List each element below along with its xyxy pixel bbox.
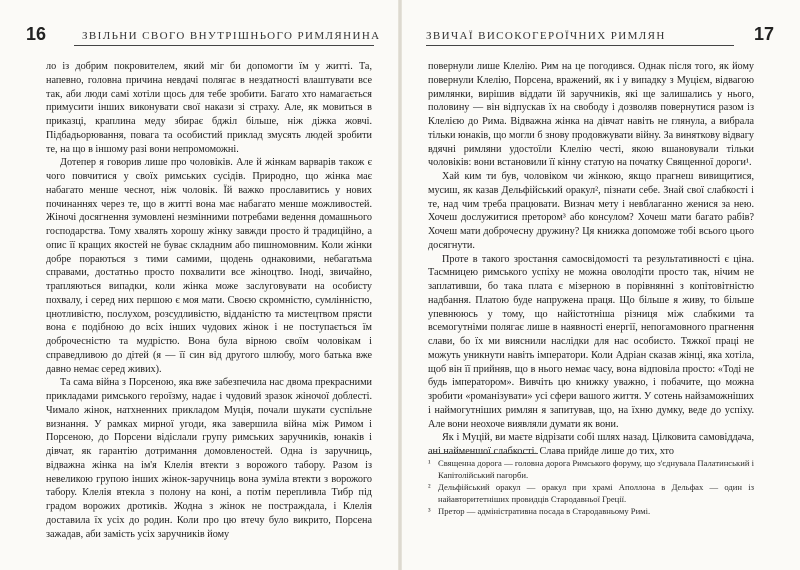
right-page-number: 17 [753, 24, 774, 44]
paragraph: ло із добрим покровителем, який міг би допомогти їм у житті. Та, напевно, головна причина невдачі полягає в нездатності влаштувати все так, аби люди самі хотіли щось для тебе зробити. Багато хто намагається примусити інших виконувати свої накази зі страху. Але, як мовиться в приказці, краплина меду збирає бджіл більше, ніж діжка жовчі. Підбадьорювання, повага та особистий приклад змусять людей зробити те, на що в іншому разі вони непромоможні. [46, 61, 372, 155]
paragraph: Проте в такого зростання самосвідомості та результативності є ціна. Тасмницею римського успіху не можна оволодіти просто так, нічим не заплативши, бо така плата є мізерною в порівнянні з копітовітністю надбання. Платою буде напружена праця. Що більше я живу, то більше упевнююсь у тому, що найістотніша різниця між слабкими та всемогутніми полягає лише в наявності енергії, непогамовного прагнення слави, бо їх ми вияснили наслідки для нас особисто. Тяжкої праці не можуть уникнути навіть імператори. Коли Адріан сказав жінці, яка хотіла, щоб він її прийняв, що в нього немає часу, вона відповіла просто: «Тоді не будь імператором». Вивчіть цю книжку уважно, і побачите, що можна зробити «романізувати» усі сфери вашого життя. У сотень найзаможніших і наймогутніших римлян я запитував, що, на їхню думку, веде до успіху. Але вони неохоче виявляли думати як вони. [428, 253, 754, 430]
paragraph: Та сама війна з Порсеною, яка вже забезпечила нас двома прекрасними прикладами римського героїзму, надає і чудовий зразок жіночої доблесті. Чимало жінок, натхненних прикладом Муція, почали шукати суспільне визнання. У рамках мирної угоди, яка завершила війна між Римом і Порсеною, до Порсени відіслали групу римських заручників, юнаків і дівчат, як гарантію дотримання домовленостей. Одна із заручниць, відважна жінка на ім'я Клелія втекти з ворожого табору. Разом із невеликою групою інших жінок-заручниць вона зуміла втекти з ворожого табору. Клелія втекла з полону на коні, а потім перепливла Тибр під градом ворожих дротиків. Жодна з жінок не постраждала, і Клелія доставила їх усіх до родин. Коли про цю втечу було викрито, Порсена зажадав, аби замість усіх заручників йому [46, 377, 372, 540]
footnote [428, 506, 754, 518]
left-page-number: 16 [26, 24, 47, 44]
right-page [400, 0, 800, 570]
left-header [26, 24, 381, 50]
right-header-rule [426, 45, 734, 46]
paragraph: Як і Муцій, ви маєте відрізати собі шлях назад. Цілковита самовіддача, ані найменшої слабкості. Слава прийде лише до тих, хто [428, 432, 754, 457]
footnote-mark: ¹ [428, 458, 431, 468]
footnotes [428, 458, 754, 519]
paragraph: повернули лише Клелію. Рим на це погодився. Однак після того, як йому повернули Клелію, Порсена, вражений, як і у випадку з Муцієм, відвагою римлянки, вирішив віддати їй заручників, які ще залишались у нього, половину — він відпускав їх на свободу і дозволяв повернутися разом із Клелією до Рима. Відважна жінка на дівчат навіть не глянула, а вибрала тільки юнаків, що могли б знову продовжувати війну. За винятковy відвагу вдячні римляни удостоїли Клелію честі, якою вшановували тільки чоловіків: вони встановили її кінну статую на початку Священної дороги¹. [428, 61, 754, 169]
paragraph: Дотепер я говорив лише про чоловіків. Але й жінкам варварів також є чого повчитися у своїх римських сусідів. Природно, що жінка має набагато менше чеснот, ніж чоловік. Їй важко прославитись у нових починаннях через те, що в житті вона має набагато менше можливостей. Жіночі досягнення зумовлені незмінними потребами ведення домашнього господарства. Тому хвалять хорошу жінку завжди просто й традиційно, а опис її кращих якостей не буває складним або пишномовним. Коли жінки добре пораються з тими самими, щодень однаковими, небагатьма справами, достатньо просто похвалити все жіноцтво. Іноді, звичайно, трапляються випадки, коли жінка може заслуговувати на особисту похвалу, і серед них першою є моя мати. Своєю скромністю, сумлінністю, цнотливістю, послухом, розсудливістю, відданістю та мистецтвом прясти вона є подібною до всіх інших чудових жінок і не поступається їм доброчесністю та мудрістю. Вона була вірною своїм чоловікам і справедливою до дітей (я — її син від другого шлюбу, мого батька вже давно немає серед живих). [46, 157, 372, 375]
right-running-head: ЗВИЧАЇ ВИСОКОГЕРОЇЧНИХ РИМЛЯН [426, 30, 666, 42]
footnote [428, 458, 754, 481]
footnote-mark: ³ [428, 506, 431, 517]
right-header [426, 24, 774, 50]
left-running-head: ЗВІЛЬНИ СВОГО ВНУТРІШНЬОГО РИМЛЯНИНА [82, 30, 381, 42]
paragraph: Хай ким ти був, чоловіком чи жінкою, якщо прагнеш вивищитися, мусиш, як казав Дельфійський оракул², пізнати себе. Знай свої слабкості і те, над чим треба працювати. Визнач мету і невблаганно женися за нею. Хочеш дослужитися претором³ або консулом? Хочеш мати багато рабів? Хочеш мати доброчесну дружину? Ця книжка допоможе тобі всього цього досягнути. [428, 171, 754, 251]
footnote-mark: ² [428, 482, 431, 493]
footnote-text: Дельфійський оракул — оракул при храмі Аполлона в Дельфах — один із найавторитетніших провидців Стародавньої Греції. [438, 482, 754, 504]
left-body-text [46, 60, 372, 541]
right-body-text [428, 60, 754, 459]
footnote [428, 482, 754, 505]
left-header-rule [74, 45, 374, 46]
footnote-text: Претор — адміністративна посада в Стародавньому Римі. [438, 506, 651, 517]
footnote-divider [428, 453, 538, 454]
footnote-text: Священна дорога — головна дорога Римського форуму, що з'єднувала Палатинський і Капітолійський пагорби. [438, 458, 754, 480]
